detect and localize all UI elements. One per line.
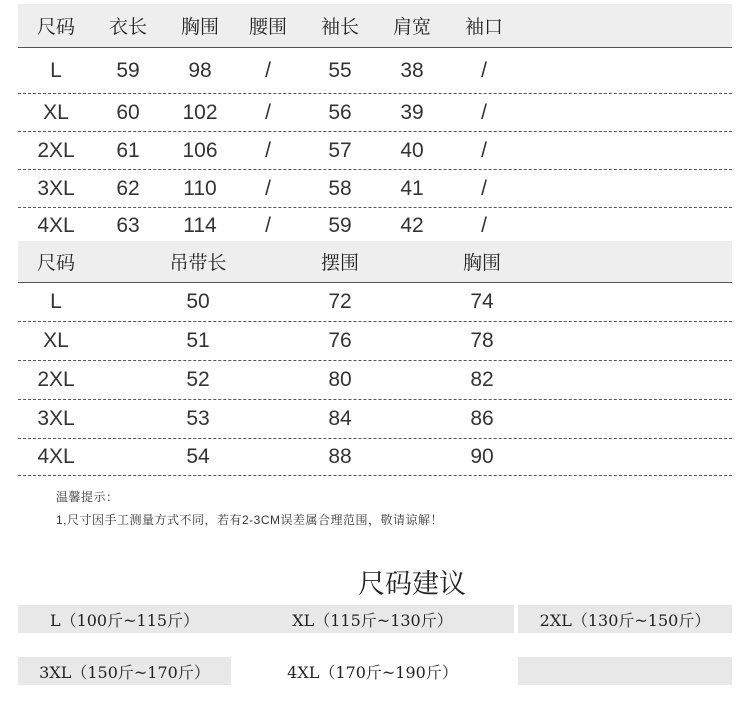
- size-table-2: [18, 241, 732, 476]
- table1-cell: 114: [183, 213, 217, 237]
- table2-cell: 76: [328, 329, 352, 352]
- size-table-1: [18, 4, 732, 243]
- table1-cell: L: [50, 58, 62, 82]
- table2-header-chest: 胸围: [462, 253, 501, 274]
- table1-header-row: [18, 4, 732, 48]
- table2-cell: 53: [186, 407, 210, 430]
- table2-cell: 84: [328, 407, 352, 430]
- table1-header-chest: 胸围: [180, 17, 219, 38]
- table1-cell: 4XL: [37, 213, 75, 237]
- table1-header-cuff: 袖口: [464, 17, 503, 38]
- table1-cell: 57: [328, 138, 352, 162]
- table1-cell: 63: [116, 213, 140, 237]
- table1-cell: 38: [400, 58, 424, 82]
- table1-cell: XL: [43, 100, 69, 124]
- table1-cell: 106: [182, 138, 218, 162]
- table2-cell: 88: [328, 445, 352, 468]
- table1-cell: 110: [183, 176, 217, 200]
- table2-cell: 78: [470, 329, 494, 352]
- table2-cell: 3XL: [37, 407, 75, 430]
- table-row: [18, 94, 732, 132]
- table1-cell: /: [481, 176, 487, 200]
- table-row: [18, 439, 732, 476]
- table1-cell: 61: [116, 138, 140, 162]
- table1-cell: /: [265, 58, 271, 82]
- table2-cell: 52: [186, 368, 210, 391]
- table-row: [18, 132, 732, 170]
- table1-cell: 42: [400, 213, 424, 237]
- table2-header-hem: 摆围: [320, 253, 359, 274]
- table1-cell: /: [481, 138, 487, 162]
- table2-cell: 2XL: [37, 368, 75, 391]
- table1-cell: 41: [400, 176, 424, 200]
- table1-cell: /: [265, 100, 271, 124]
- table2-cell: 72: [328, 290, 352, 313]
- table1-cell: 59: [328, 213, 352, 237]
- recommend-item-3xl: 3XL（150斤~170斤）: [18, 657, 231, 685]
- table1-cell: /: [481, 100, 487, 124]
- table2-cell: 54: [186, 445, 210, 468]
- table-row: [18, 283, 732, 322]
- table2-cell: L: [50, 290, 62, 313]
- table1-header-size: 尺码: [36, 17, 75, 38]
- note-line-1: 1,尺寸因手工测量方式不同，若有2-3CM误差属合理范围，敬请谅解！: [56, 513, 444, 527]
- table2-header-strap-length: 吊带长: [169, 253, 227, 274]
- table1-cell: 102: [182, 100, 218, 124]
- table1-cell: /: [265, 213, 271, 237]
- table-row: [18, 361, 732, 400]
- table1-header-sleeve: 袖长: [320, 17, 359, 38]
- table1-cell: /: [265, 176, 271, 200]
- table1-cell: 55: [328, 58, 352, 82]
- table2-cell: 74: [470, 290, 494, 313]
- table-row: [18, 400, 732, 439]
- table1-cell: 58: [328, 176, 352, 200]
- recommend-item-2xl: 2XL（130斤~150斤）: [518, 605, 732, 633]
- table1-header-shoulder: 肩宽: [392, 17, 431, 38]
- table2-cell: 50: [186, 290, 210, 313]
- recommend-item-l: L（100斤~115斤）: [18, 605, 231, 633]
- table2-cell: XL: [43, 329, 69, 352]
- table-row: [18, 170, 732, 208]
- table2-cell: 80: [328, 368, 352, 391]
- table1-cell: 39: [400, 100, 424, 124]
- table2-header-size: 尺码: [36, 253, 75, 274]
- recommend-item-xl: XL（115斤~130斤）: [231, 605, 514, 633]
- table2-cell: 82: [470, 368, 494, 391]
- table1-header-length: 衣长: [108, 17, 147, 38]
- table1-cell: 98: [188, 58, 212, 82]
- recommend-title: 尺码建议: [358, 569, 466, 599]
- table2-cell: 51: [186, 329, 210, 352]
- table-row: [18, 48, 732, 94]
- table1-header-waist: 腰围: [248, 17, 287, 38]
- table1-cell: /: [481, 213, 487, 237]
- table1-cell: 60: [116, 100, 140, 124]
- table1-cell: 59: [116, 58, 140, 82]
- table2-cell: 4XL: [37, 445, 75, 468]
- note-title: 温馨提示：: [56, 490, 119, 504]
- table2-cell: 90: [470, 445, 494, 468]
- table1-cell: /: [265, 138, 271, 162]
- table-row: [18, 322, 732, 361]
- table2-header-row: [18, 241, 732, 283]
- table1-cell: 56: [328, 100, 352, 124]
- table1-cell: 2XL: [37, 138, 75, 162]
- table1-cell: 62: [116, 176, 140, 200]
- table1-cell: 3XL: [37, 176, 75, 200]
- table-row: [18, 208, 732, 243]
- table1-cell: /: [481, 58, 487, 82]
- table2-cell: 86: [470, 407, 494, 430]
- recommend-empty-cell: [518, 657, 732, 685]
- recommend-item-4xl: 4XL（170斤~190斤）: [231, 657, 514, 685]
- table1-cell: 40: [400, 138, 424, 162]
